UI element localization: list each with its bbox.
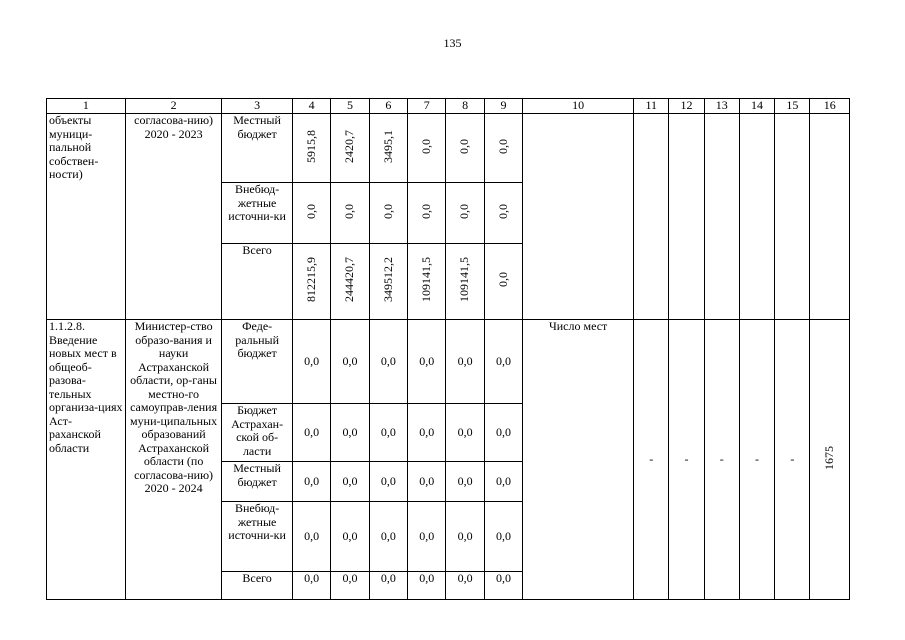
executor-cell: Министер-ство образо-вания и науки Астраханской области, ор-ганы местно-го самоуправ-ления муни-ципальных образований Астраханской области (по согласова-нию) 2020 - 2024 — [125, 320, 221, 600]
amount-value: 0,0 — [418, 138, 433, 154]
header-cell: 16 — [810, 99, 850, 114]
header-cell: 13 — [704, 99, 739, 114]
header-row — [47, 99, 850, 114]
header-cell: 11 — [634, 99, 669, 114]
activity-name-cell: 1.1.2.8. Введение новых мест в общеоб-разова-тельных организа-циях Аст-раханской области — [47, 320, 126, 600]
amount-value: 0,0 — [369, 404, 407, 462]
amount-value: 0,0 — [292, 502, 330, 572]
indicator-value-cell — [810, 114, 850, 320]
funding-source-cell: Внебюд-жетные источни-ки — [222, 183, 293, 244]
indicator-total-cell — [810, 320, 850, 600]
indicator-value-cell: - — [634, 320, 669, 600]
header-cell: 12 — [669, 99, 704, 114]
header-cell: 1 — [47, 99, 126, 114]
amount-value: 0,0 — [292, 572, 330, 600]
indicator-value-cell: - — [669, 320, 704, 600]
header-cell: 2 — [125, 99, 221, 114]
program-table — [46, 98, 850, 600]
amount-value: 0,0 — [418, 203, 433, 219]
amount-value: 0,0 — [484, 462, 522, 502]
amount-value: 0,0 — [446, 462, 484, 502]
indicator-value-cell — [739, 114, 774, 320]
amount-value: 0,0 — [331, 572, 369, 600]
amount-value: 0,0 — [457, 138, 472, 154]
amount-value: 0,0 — [484, 502, 522, 572]
amount-value: 0,0 — [369, 572, 407, 600]
header-cell: 10 — [523, 99, 634, 114]
amount-value: 0,0 — [408, 462, 446, 502]
table-row — [47, 320, 850, 404]
table-row — [47, 114, 850, 183]
amount-value: 0,0 — [331, 462, 369, 502]
header-cell: 5 — [331, 99, 369, 114]
amount-value: 0,0 — [446, 404, 484, 462]
amount-value: 0,0 — [495, 272, 510, 288]
amount-value: 109141,5 — [457, 257, 472, 303]
executor-cell: согласова-нию) 2020 - 2023 — [125, 114, 221, 320]
indicator-value-cell — [704, 114, 739, 320]
amount-value: 0,0 — [292, 320, 330, 404]
amount-value: 0,0 — [446, 320, 484, 404]
amount-value: 109141,5 — [418, 257, 433, 303]
amount-value: 0,0 — [495, 138, 510, 154]
indicator-value-cell — [669, 114, 704, 320]
header-cell: 6 — [369, 99, 407, 114]
funding-source-cell: Бюджет Астрахан-ской об-ласти — [222, 404, 293, 462]
amount-value: 0,0 — [446, 502, 484, 572]
amount-value: 812215,9 — [303, 257, 318, 303]
funding-source-cell: Всего — [222, 572, 293, 600]
amount-value: 0,0 — [331, 404, 369, 462]
amount-value: 0,0 — [446, 572, 484, 600]
header-cell: 7 — [408, 99, 446, 114]
amount-value: 0,0 — [380, 203, 395, 219]
amount-value: 0,0 — [369, 462, 407, 502]
indicator-value-cell: - — [739, 320, 774, 600]
amount-value: 0,0 — [484, 320, 522, 404]
funding-source-cell: Феде-ральный бюджет — [222, 320, 293, 404]
indicator-total-value: 1675 — [821, 445, 836, 470]
amount-value: 0,0 — [408, 320, 446, 404]
indicator-cell — [523, 114, 634, 320]
amount-value: 0,0 — [495, 203, 510, 219]
amount-value: 349512,2 — [380, 257, 395, 303]
indicator-value-cell — [634, 114, 669, 320]
amount-value: 5915,8 — [303, 129, 318, 163]
amount-value: 244420,7 — [342, 257, 357, 303]
amount-value: 0,0 — [331, 320, 369, 404]
amount-value: 0,0 — [408, 572, 446, 600]
header-cell: 15 — [775, 99, 810, 114]
funding-source-cell: Внебюд-жетные источни-ки — [222, 502, 293, 572]
header-cell: 9 — [484, 99, 522, 114]
header-cell: 4 — [292, 99, 330, 114]
amount-value: 0,0 — [457, 203, 472, 219]
amount-value: 0,0 — [342, 203, 357, 219]
indicator-cell: Число мест — [523, 320, 634, 600]
amount-value: 0,0 — [292, 462, 330, 502]
amount-value: 0,0 — [369, 320, 407, 404]
amount-value: 0,0 — [303, 203, 318, 219]
amount-value: 0,0 — [408, 502, 446, 572]
indicator-value-cell: - — [775, 320, 810, 600]
page-number: 135 — [443, 36, 462, 50]
amount-value: 0,0 — [369, 502, 407, 572]
activity-name-cell: объекты муници-пальной собствен-ности) — [47, 114, 126, 320]
indicator-value-cell — [775, 114, 810, 320]
indicator-value-cell: - — [704, 320, 739, 600]
funding-source-cell: Всего — [222, 244, 293, 320]
header-cell: 8 — [446, 99, 484, 114]
header-cell: 14 — [739, 99, 774, 114]
amount-value: 0,0 — [292, 404, 330, 462]
amount-value: 0,0 — [484, 404, 522, 462]
funding-source-cell: Местный бюджет — [222, 462, 293, 502]
amount-value: 3495,1 — [380, 129, 395, 163]
amount-value: 2420,7 — [342, 129, 357, 163]
header-cell: 3 — [222, 99, 293, 114]
amount-value: 0,0 — [331, 502, 369, 572]
amount-value: 0,0 — [484, 572, 522, 600]
funding-source-cell: Местный бюджет — [222, 114, 293, 183]
amount-value: 0,0 — [408, 404, 446, 462]
